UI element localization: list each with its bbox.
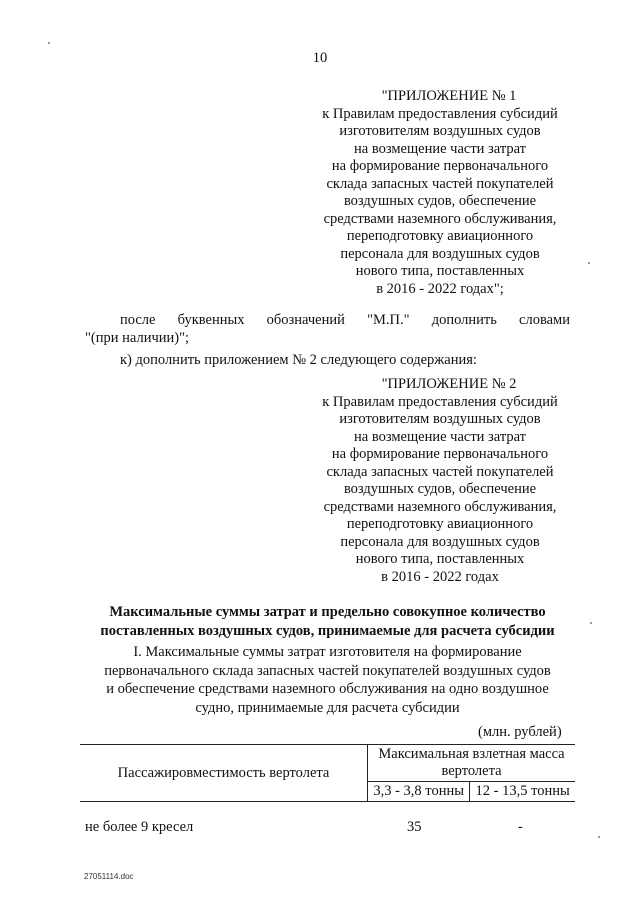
appendix-1-line: переподготовку авиационного — [346, 228, 534, 244]
appendix-2-line: на формирование первоначального — [331, 446, 549, 462]
appendix-2-line: переподготовку авиационного — [346, 516, 534, 532]
appendix-1-line: на возмещение части затрат — [354, 140, 526, 157]
word: после — [120, 312, 156, 328]
paragraph-1-line-2: "(при наличии)"; — [85, 330, 190, 346]
header-passenger-capacity: Пассажировместимость вертолета — [80, 745, 368, 802]
word: словами — [519, 312, 570, 328]
units-label: (млн. рублей) — [478, 724, 562, 740]
document-title — [80, 603, 575, 641]
appendix-1-title: "ПРИЛОЖЕНИЕ № 1 — [381, 88, 517, 104]
costs-table — [80, 744, 575, 802]
paragraph-2: к) дополнить приложением № 2 следующего содержания: — [120, 352, 477, 368]
appendix-2-line: изготовителям воздушных судов — [339, 411, 541, 427]
section-line: первоначального склада запасных частей покупателей воздушных судов — [104, 662, 551, 679]
appendix-2-line: к Правилам предоставления субсидий — [322, 393, 558, 410]
section-line: I. Максимальные суммы затрат изготовителя на формирование — [133, 644, 522, 660]
appendix-1-heading — [300, 88, 580, 298]
row-label: не более 9 кресел — [85, 819, 194, 835]
appendix-1-line: средствами наземного обслуживания, — [323, 210, 557, 227]
appendix-1-line: на формирование первоначального — [331, 158, 549, 174]
scan-speck — [598, 836, 600, 838]
word: дополнить — [431, 312, 497, 328]
section-line: судно, принимаемые для расчета субсидии — [195, 699, 460, 716]
title-line: поставленных воздушных судов, принимаемые для расчета субсидии — [100, 623, 555, 639]
scan-speck — [588, 262, 590, 264]
section-heading — [80, 643, 575, 717]
appendix-2-line: персонала для воздушных судов — [340, 533, 540, 550]
file-name-footer: 27051114.doc — [84, 872, 134, 881]
appendix-2-line: нового типа, поставленных — [355, 551, 525, 567]
subheader-mass-range-1: 3,3 - 3,8 тонны — [368, 782, 470, 802]
appendix-1-line: в 2016 - 2022 годах"; — [376, 280, 504, 297]
page-number: 10 — [312, 50, 328, 66]
appendix-2-title: "ПРИЛОЖЕНИЕ № 2 — [381, 376, 517, 392]
appendix-2-heading — [300, 376, 580, 586]
appendix-2-line: воздушных судов, обеспечение — [343, 481, 537, 497]
row-value-1: 35 — [407, 819, 422, 835]
header-max-takeoff-mass: Максимальная взлетная масса вертолета — [368, 745, 576, 782]
appendix-1-line: персонала для воздушных судов — [340, 245, 540, 262]
section-line: и обеспечение средствами наземного обслуживания на одно воздушное — [106, 681, 549, 697]
word: обозначений — [266, 312, 345, 328]
appendix-2-line: средствами наземного обслуживания, — [323, 498, 557, 515]
appendix-1-line: изготовителям воздушных судов — [339, 123, 541, 139]
appendix-1-line: склада запасных частей покупателей — [326, 175, 554, 192]
paragraph-1-line-1 — [85, 312, 570, 329]
table-header-row — [80, 745, 575, 782]
appendix-2-line: в 2016 - 2022 годах — [381, 568, 499, 585]
title-line: Максимальные суммы затрат и предельно совокупное количество — [109, 604, 546, 620]
row-value-2: - — [518, 819, 523, 835]
word: буквенных — [177, 312, 245, 328]
appendix-1-line: к Правилам предоставления субсидий — [322, 105, 558, 122]
appendix-1-line: воздушных судов, обеспечение — [343, 193, 537, 209]
appendix-2-line: склада запасных частей покупателей — [326, 463, 554, 480]
subheader-mass-range-2: 12 - 13,5 тонны — [470, 782, 575, 802]
scan-speck — [590, 622, 592, 624]
appendix-2-line: на возмещение части затрат — [354, 428, 526, 445]
appendix-1-line: нового типа, поставленных — [355, 263, 525, 279]
word: "М.П." — [367, 312, 410, 328]
scan-speck — [48, 42, 50, 44]
